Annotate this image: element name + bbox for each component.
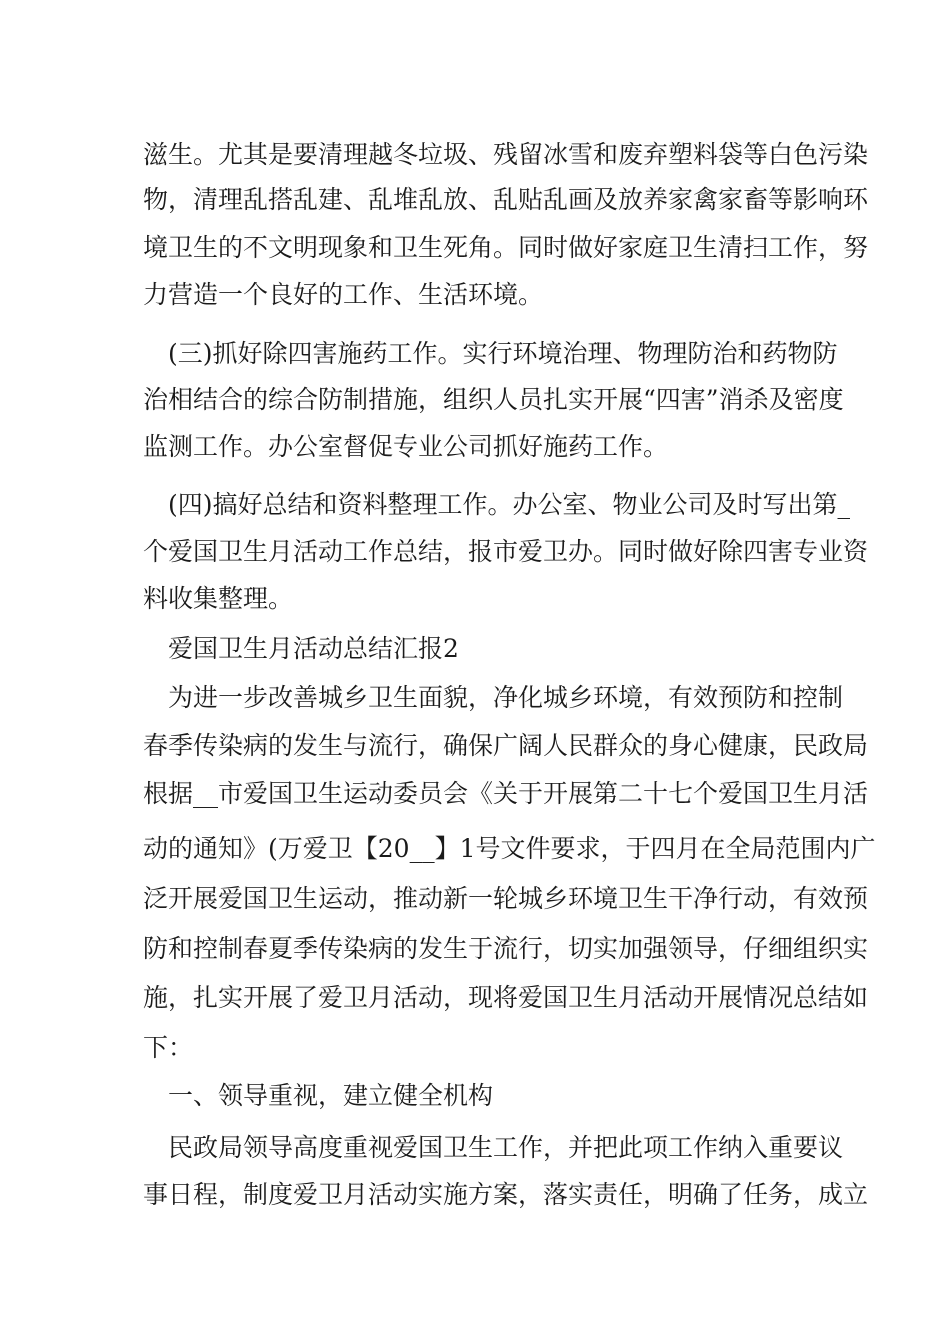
text-line: 施，扎实开展了爱卫月活动，现将爱国卫生月活动开展情况总结如	[143, 983, 869, 1012]
text-line: 监测工作。办公室督促专业公司抓好施药工作。	[143, 432, 669, 461]
text-line: 个爱国卫生月活动工作总结，报市爱卫办。同时做好除四害专业资	[143, 537, 869, 566]
text-line: 防和控制春夏季传染病的发生于流行，切实加强领导，仔细组织实	[143, 934, 869, 963]
text-line: 为进一步改善城乡卫生面貌，净化城乡环境，有效预防和控制	[143, 683, 844, 712]
text-line: 滋生。尤其是要清理越冬垃圾、残留冰雪和废弃塑料袋等白色污染	[143, 140, 869, 169]
text-line: 事日程，制度爱卫月活动实施方案，落实责任，明确了任务，成立	[143, 1180, 869, 1209]
text-line: 春季传染病的发生与流行，确保广阔人民群众的身心健康，民政局	[143, 731, 869, 760]
text-line: (三)抓好除四害施药工作。实行环境治理、物理防治和药物防	[143, 339, 838, 368]
text-line: 物，清理乱搭乱建、乱堆乱放、乱贴乱画及放养家禽家畜等影响环	[143, 185, 869, 214]
text-line: 下：	[143, 1033, 194, 1062]
section-heading: 爱国卫生月活动总结汇报2	[143, 634, 459, 663]
text-line: 境卫生的不文明现象和卫生死角。同时做好家庭卫生清扫工作，努	[143, 233, 869, 262]
text-line: 力营造一个良好的工作、生活环境。	[143, 280, 544, 309]
text-line: 料收集整理。	[143, 584, 294, 613]
section-heading: 一、领导重视，建立健全机构	[143, 1081, 494, 1110]
text-line: 根据__市爱国卫生运动委员会《关于开展第二十七个爱国卫生月活	[143, 779, 869, 808]
text-line: 动的通知》(万爱卫【20__】1号文件要求，于四月在全局范围内广	[143, 834, 876, 863]
text-line: 泛开展爱国卫生运动，推动新一轮城乡环境卫生干净行动，有效预	[143, 884, 869, 913]
text-line: (四)搞好总结和资料整理工作。办公室、物业公司及时写出第_	[143, 490, 851, 519]
text-line: 民政局领导高度重视爱国卫生工作，并把此项工作纳入重要议	[143, 1133, 844, 1162]
text-line: 治相结合的综合防制措施，组织人员扎实开展“四害”消杀及密度	[143, 385, 844, 414]
